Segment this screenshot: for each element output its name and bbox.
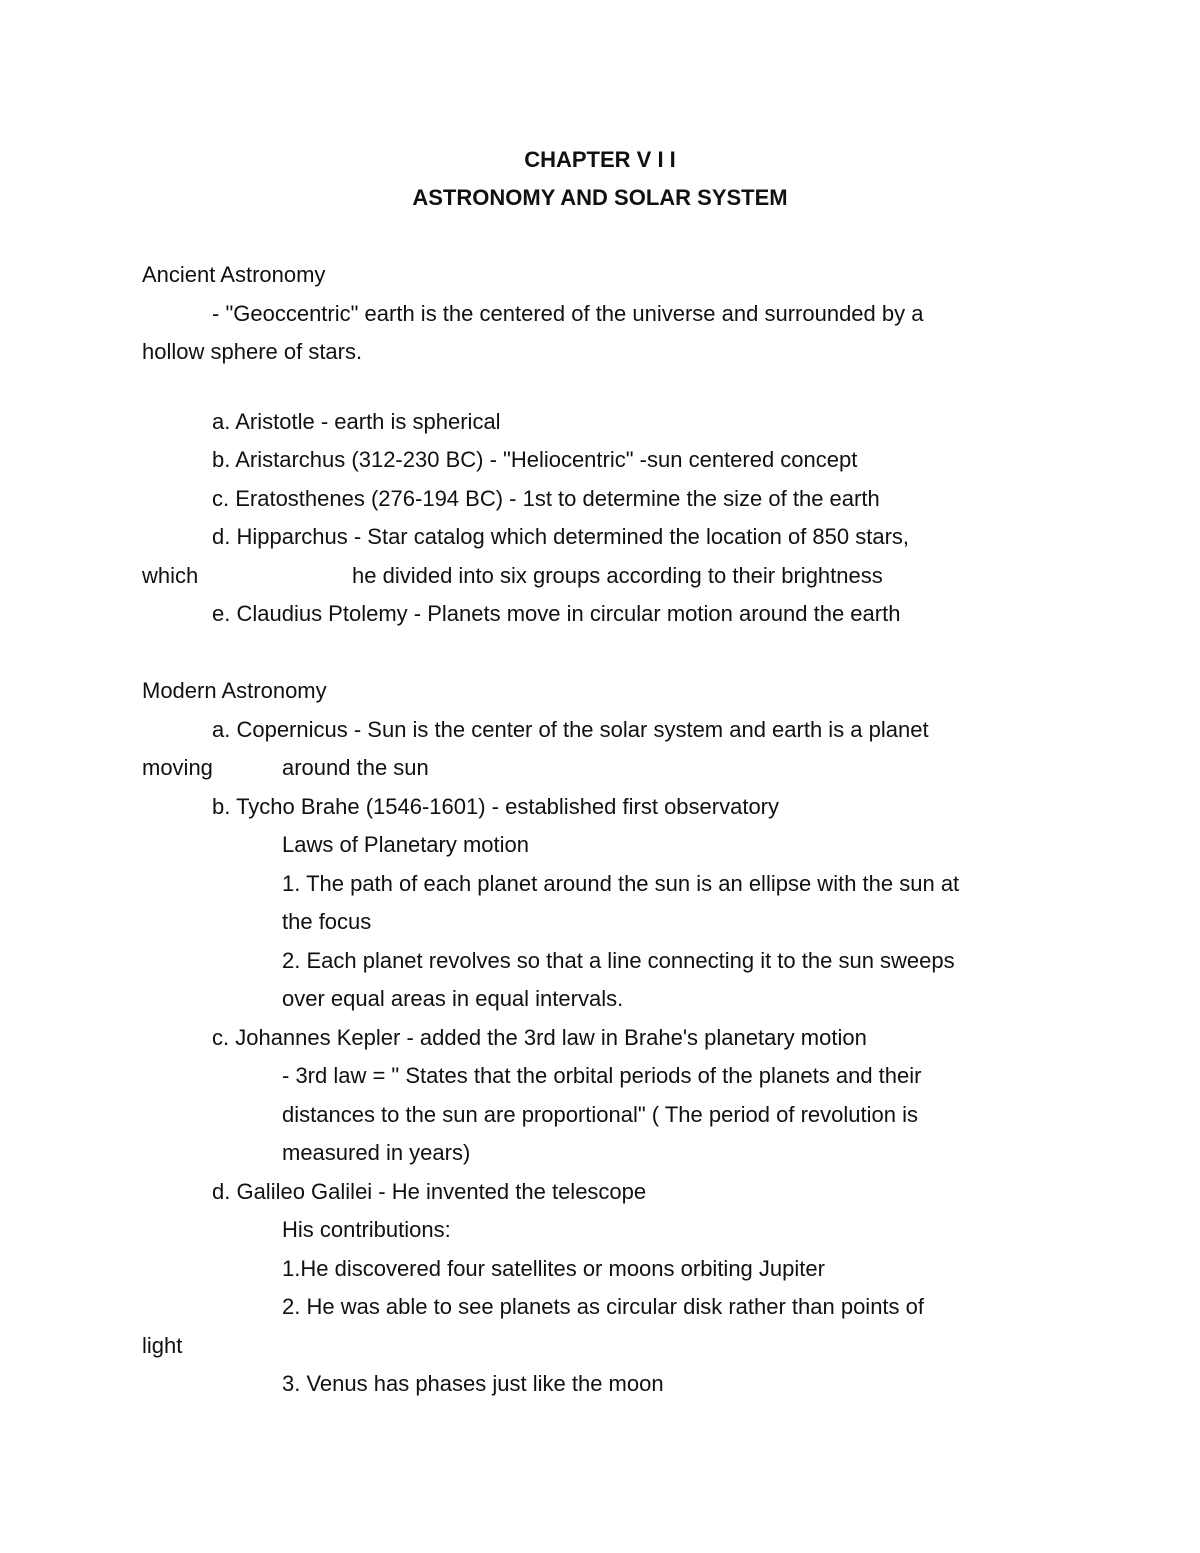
ancient-item-eratosthenes: c. Eratosthenes (276-194 BC) - 1st to determine the size of the earth xyxy=(212,486,880,511)
law-1-line-1: 1. The path of each planet around the sun is an ellipse with the sun at xyxy=(282,871,960,896)
geocentric-text-line-2: hollow sphere of stars. xyxy=(142,339,363,364)
law-2-line-1: 2. Each planet revolves so that a line connecting it to the sun sweeps xyxy=(282,948,955,973)
law-3-line-1: - 3rd law = " States that the orbital periods of the planets and their xyxy=(282,1063,922,1088)
modern-astronomy-heading: Modern Astronomy xyxy=(142,678,327,703)
modern-item-galileo: d. Galileo Galilei - He invented the telescope xyxy=(212,1179,647,1204)
geocentric-text-line-1: - "Geoccentric" earth is the centered of the universe and surrounded by a xyxy=(212,301,924,326)
ancient-item-hipparchus-line-1: d. Hipparchus - Star catalog which determined the location of 850 stars, xyxy=(212,524,910,549)
modern-item-copernicus-line-2b: around the sun xyxy=(282,755,429,780)
ancient-item-hipparchus-line-2b: he divided into six groups according to their brightness xyxy=(352,563,883,588)
contributions-heading: His contributions: xyxy=(282,1217,451,1242)
chapter-number: CHAPTER V I I xyxy=(524,147,676,172)
planetary-laws-heading: Laws of Planetary motion xyxy=(282,832,530,857)
modern-item-tycho-brahe: b. Tycho Brahe (1546-1601) - established first observatory xyxy=(212,794,780,819)
law-1-line-2: the focus xyxy=(282,909,372,934)
law-3-line-3: measured in years) xyxy=(282,1140,471,1165)
ancient-item-aristarchus: b. Aristarchus (312-230 BC) - "Heliocentric" -sun centered concept xyxy=(212,447,858,472)
law-3-line-2: distances to the sun are proportional" ( The period of revolution is xyxy=(282,1102,918,1127)
contribution-1: 1.He discovered four satellites or moons orbiting Jupiter xyxy=(282,1256,825,1281)
chapter-title: ASTRONOMY AND SOLAR SYSTEM xyxy=(412,185,788,210)
contribution-2-line-1: 2. He was able to see planets as circular disk rather than points of xyxy=(282,1294,925,1319)
ancient-astronomy-heading: Ancient Astronomy xyxy=(142,262,326,287)
modern-item-copernicus-line-2a: moving xyxy=(142,755,213,780)
modern-item-kepler: c. Johannes Kepler - added the 3rd law in Brahe's planetary motion xyxy=(212,1025,867,1050)
contribution-3: 3. Venus has phases just like the moon xyxy=(282,1371,664,1396)
contribution-2-line-2: light xyxy=(142,1333,183,1358)
ancient-item-aristotle: a. Aristotle - earth is spherical xyxy=(212,409,501,434)
modern-item-copernicus-line-1: a. Copernicus - Sun is the center of the solar system and earth is a planet xyxy=(212,717,929,742)
law-2-line-2: over equal areas in equal intervals. xyxy=(282,986,624,1011)
ancient-item-ptolemy: e. Claudius Ptolemy - Planets move in circular motion around the earth xyxy=(212,601,901,626)
ancient-item-hipparchus-line-2a: which xyxy=(142,563,199,588)
